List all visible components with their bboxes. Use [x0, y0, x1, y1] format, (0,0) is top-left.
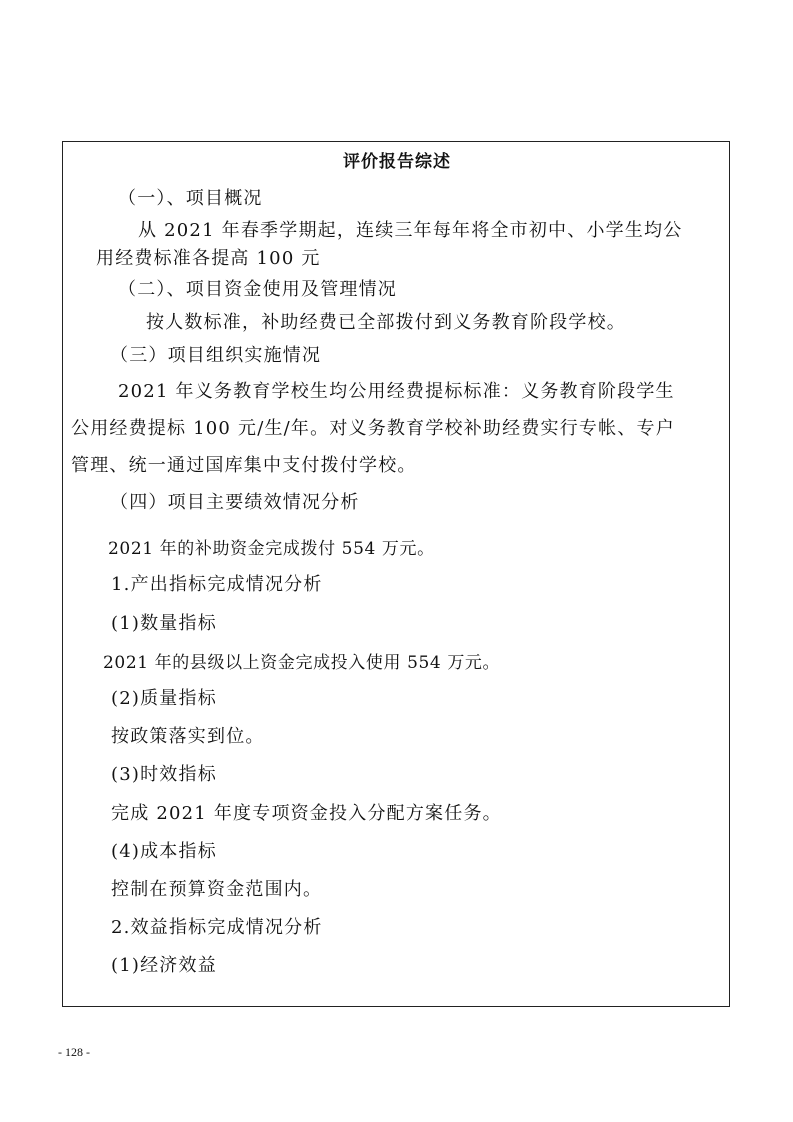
section-1-paragraph-line-2: 用经费标准各提高 100 元 [96, 248, 321, 269]
cost-indicator-text: 控制在预算资金范围内。 [111, 879, 323, 900]
section-2-heading: （二）、项目资金使用及管理情况 [118, 279, 397, 300]
section-2-paragraph: 按人数标准，补助经费已全部拨付到义务教育阶段学校。 [146, 312, 626, 333]
section-1-heading: （一）、项目概况 [118, 188, 263, 209]
quantity-indicator-text: 2021 年的县级以上资金完成投入使用 554 万元。 [103, 653, 501, 673]
quality-indicator-heading: (2)质量指标 [111, 688, 217, 709]
section-3-paragraph-line-3: 管理、统一通过国库集中支付拨付学校。 [71, 455, 417, 476]
benefit-indicators-heading: 2.效益指标完成情况分析 [111, 917, 323, 938]
section-4-heading: （四）项目主要绩效情况分析 [110, 492, 360, 513]
section-4-paragraph: 2021 年的补助资金完成拨付 554 万元。 [108, 539, 435, 559]
section-3-paragraph-line-2: 公用经费提标 100 元/生/年。对义务教育学校补助经费实行专帐、专户 [71, 418, 675, 439]
timeliness-indicator-text: 完成 2021 年度专项资金投入分配方案任务。 [111, 803, 502, 824]
report-title: 评价报告综述 [343, 152, 451, 172]
page-number: - 128 - [58, 1045, 90, 1059]
output-indicators-heading: 1.产出指标完成情况分析 [111, 574, 323, 595]
timeliness-indicator-heading: (3)时效指标 [111, 764, 217, 785]
cost-indicator-heading: (4)成本指标 [111, 841, 217, 862]
economic-benefit-heading: (1)经济效益 [111, 955, 217, 976]
section-3-heading: （三）项目组织实施情况 [110, 345, 322, 366]
section-3-paragraph-line-1: 2021 年义务教育学校生均公用经费提标标准：义务教育阶段学生 [118, 381, 675, 402]
report-frame [62, 141, 730, 1007]
section-1-paragraph-line-1: 从 2021 年春季学期起，连续三年每年将全市初中、小学生均公 [138, 220, 683, 241]
quality-indicator-text: 按政策落实到位。 [111, 726, 265, 747]
quantity-indicator-heading: (1)数量指标 [111, 613, 217, 634]
